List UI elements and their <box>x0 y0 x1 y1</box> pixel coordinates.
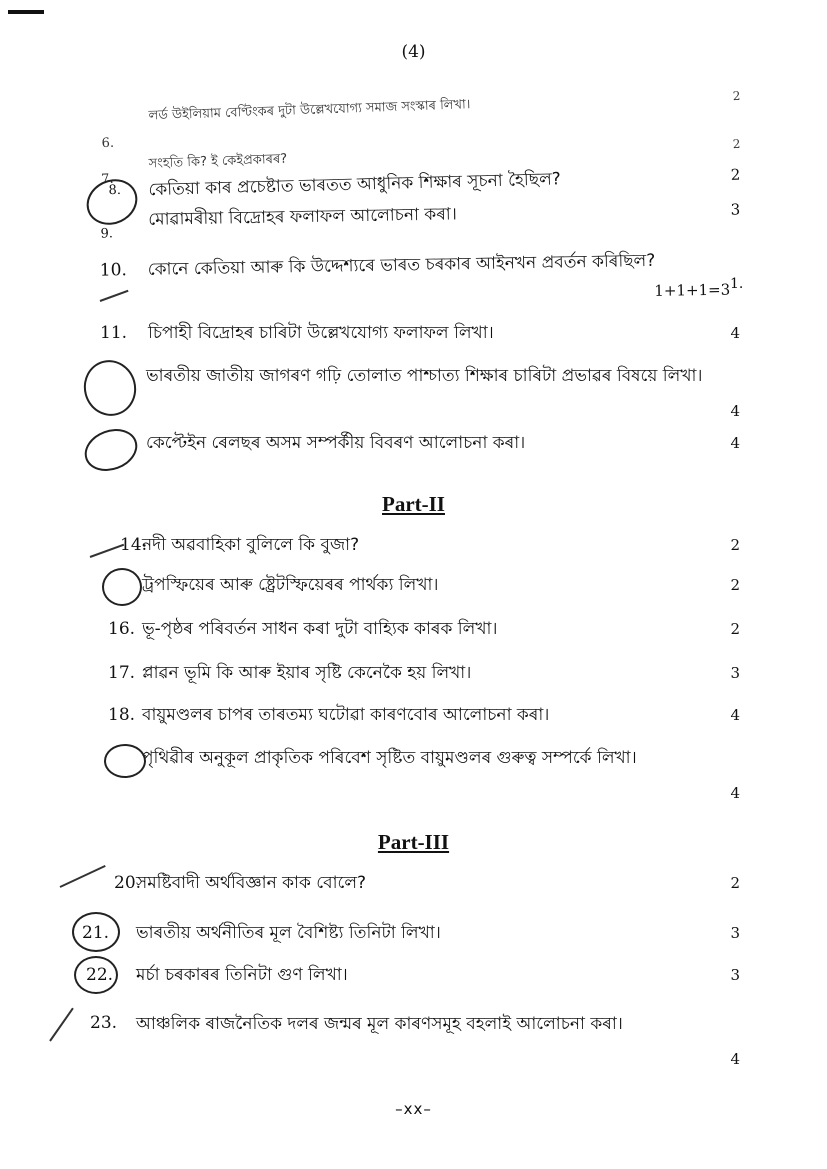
question-12: ভাৰতীয় জাতীয় জাগৰণ গঢ়ি তোলাত পাশ্চাত্য শিক্ষাৰ চাৰিটা প্ৰভাৱৰ বিষয়ে লিখা। 4 <box>146 366 740 420</box>
question-19: পৃথিৱীৰ অনুকূল প্ৰাকৃতিক পৰিবেশ সৃষ্টিত বায়ুমণ্ডলৰ গুৰুত্ব সম্পৰ্কে লিখা। 4 <box>142 748 740 802</box>
question-10: 10. কোনে কেতিয়া আৰু কি উদ্দেশ্যৰে ভাৰত চৰকাৰ আইনখন প্ৰবৰ্তন কৰিছিল? 1+1+1=3 <box>99 250 731 300</box>
pen-tick <box>90 544 125 558</box>
page-footer: –xx– <box>395 1100 432 1118</box>
pen-circle-19 <box>104 744 146 778</box>
pen-tick <box>49 1008 74 1042</box>
question-23: 23. আঞ্চলিক ৰাজনৈতিক দলৰ জন্মৰ মূল কাৰণসমূহ বহলাই আলোচনা কৰা। 4 <box>90 1013 740 1068</box>
margin-note: 1. <box>730 276 744 292</box>
section-title-part-2: Part-II <box>382 492 445 516</box>
pen-circle-21 <box>72 912 120 952</box>
pen-circle-22 <box>74 956 118 994</box>
question-6: 6. লর্ড উইলিয়াম বেণ্টিংকৰ দুটা উল্লেখযোগ্য সমাজ সংস্কাৰ লিখা। 2 <box>101 88 741 152</box>
question-9: 9. মোৱামৰীয়া বিদ্ৰোহৰ ফলাফল আলোচনা কৰা। 3 <box>100 200 741 242</box>
question-8: 8. কেতিয়া কাৰ প্ৰচেষ্টাত ভাৰতত আধুনিক শিক্ষাৰ সূচনা হৈছিল? 2 <box>108 165 741 201</box>
pen-circle-13 <box>79 422 143 478</box>
pen-tick <box>60 865 106 888</box>
question-7: 7. সংহতি কি? ই কেইপ্ৰকাৰৰ? 2 <box>100 136 741 188</box>
exam-page: (4) 6. লর্ড উইলিয়াম বেণ্টিংকৰ দুটা উল্লেখযোগ্য সমাজ সংস্কাৰ লিখা। 2 7. সংহতি কি? ই কেইপ্ৰকাৰৰ? 2 8. কেতিয়া কাৰ প্ৰচেষ্টাত ভাৰতত আধুনিক শিক্ষাৰ সূচনা হৈছিল? 2 9. মোৱামৰীয়া বিদ্ৰোহৰ ফলাফল আলোচনা কৰা। 3 10. কোনে কেতিয়া আৰু কি উদ্দেশ্যৰে ভাৰত চৰকাৰ আইনখন প্ৰবৰ্তন কৰিছিল? 1+1+1=3 1. 11. চিপাহী বিদ্ৰোহৰ চাৰিটা উল্লেখযোগ্য ফলাফল লিখা। 4 ভাৰতীয় জাতীয় জাগৰণ গঢ়ি তোলাত পাশ্চাত্য শিক্ষাৰ চাৰিটা প্ৰভাৱৰ বিষয়ে লিখা। 4 কেপ্টেইন ৰেলছৰ অসম সম্পৰ্কীয় বিবৰণ আলোচনা কৰা। 4 Part-II 14. নদী অৱবাহিকা বুলিলে কি বুজা? 2 ট্ৰপস্ফিয়েৰ আৰু ষ্ট্ৰেটস্ফিয়েৰৰ পাৰ্থক্য লিখা। 2 16. ভূ-পৃষ্ঠৰ পৰিবৰ্তন সাধন কৰা দুটা বাহ্যিক কাৰক লিখা। 2 17. প্লাৱন ভূমি কি আৰু ইয়াৰ সৃষ্টি কেনেকৈ হয় লিখা। 3 18. বায়ুমণ্ডলৰ চাপৰ তাৰতম্য ঘটোৱা কাৰণবোৰ আলোচনা কৰা। 4 পৃথিৱীৰ অনুকূল প্ৰাকৃতিক পৰিবেশ সৃষ্টিত বায়ুমণ্ডলৰ গুৰুত্ব সম্পৰ্কে লিখা। 4 Part-III 20. সমষ্টিবাদী অৰ্থবিজ্ঞান কাক বোলে? 2 21. ভাৰতীয় অৰ্থনীতিৰ মূল বৈশিষ্ট্য তিনিটা লিখা। 3 22. মৰ্চা চৰকাৰৰ তিনিটা গুণ লিখা। 3 23. আঞ্চলিক ৰাজনৈতিক দলৰ জন্মৰ মূল কাৰণসমূহ বহলাই আলোচনা কৰা। 4 –xx– <box>0 0 827 1169</box>
pen-circle-15 <box>102 568 142 606</box>
page-number: (4) <box>401 42 426 62</box>
section-title-part-3: Part-III <box>377 830 450 854</box>
corner-mark <box>8 10 44 14</box>
